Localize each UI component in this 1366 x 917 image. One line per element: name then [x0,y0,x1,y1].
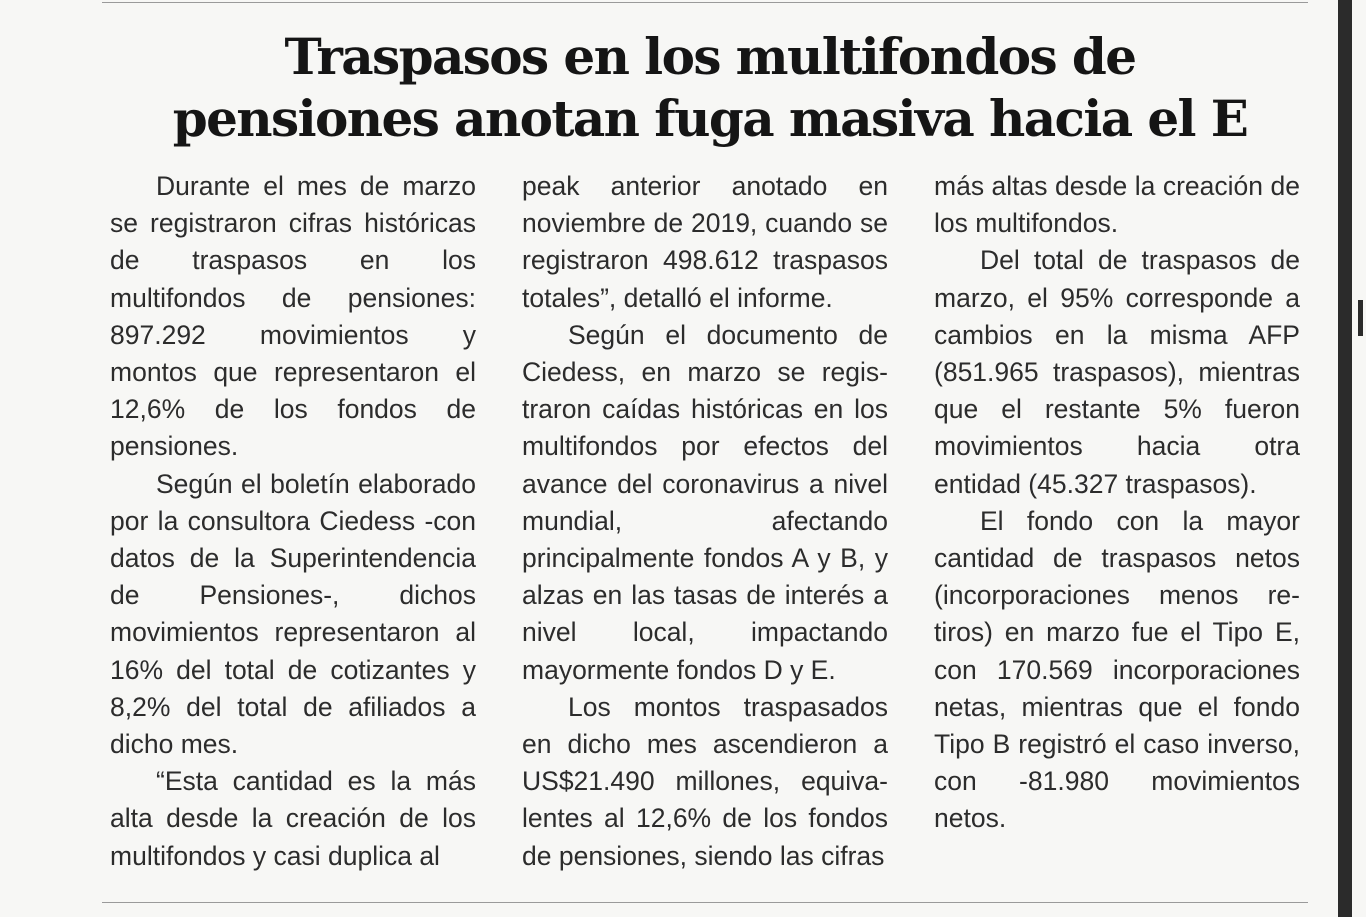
article-paragraph: Según el documento de Ciedess, en marzo se registraron caídas históricas en los multifondos por efectos del avance del coronavirus a nivel mundial, afectando principalmente fondos A y B, y alzas en las tasas de interés a nivel local, impactando mayormente fondos D y E. [522,319,888,685]
headline [110,26,1310,150]
article-paragraph: Según el boletín elaborado por la consultora Ciedess -con datos de la Superintendencia de Pensiones-, dichos movimientos representaron al 16% del total de cotizantes y 8,2% del total de afiliados a dicho mes. [110,468,476,760]
page-edge-margin [1352,0,1366,917]
headline-line-2: pensiones anotan fuga masiva hacia el E [172,89,1248,148]
article-paragraph: Durante el mes de marzo se registraron cifras históricas de traspasos en los multifondos de pensiones: 897.292 movimientos y montos que representaron el 12,6% de los fondos de pensiones. [110,171,476,462]
page-edge-bar [1338,0,1352,917]
article-column-2 [522,168,888,875]
article-paragraph: más altas desde la creación de los multifondos. [934,171,1300,239]
article-column-3 [934,168,1300,838]
article-paragraph: “Esta cantidad es la más alta desde la creación de los multifondos y casi duplica al [110,766,476,871]
article-column-1 [110,168,476,875]
page-edge-mark [1358,300,1363,336]
article-paragraph: El fondo con la mayor cantidad de traspasos netos (incorporaciones menos retiros) en marzo fue el Tipo E, con 170.569 incorporaciones netas, mientras que el fondo Tipo B registró el caso inverso, con -81.980 movimientos netos. [934,505,1300,834]
headline-line-1: Traspasos en los multifondos de [284,27,1136,86]
top-rule [102,2,1308,3]
bottom-rule [102,902,1308,903]
article-paragraph: Los montos traspasados en dicho mes ascendieron a US$21.490 millones, equivalentes al 12,6% de los fondos de pensiones, siendo las cifras [522,691,888,871]
article-paragraph: Del total de traspasos de marzo, el 95% corresponde a cambios en la misma AFP (851.965 traspasos), mientras que el restante 5% fueron movimientos hacia otra entidad (45.327 traspasos). [934,245,1300,499]
article-paragraph: peak anterior anotado en noviembre de 2019, cuando se registraron 498.612 traspasos totales”, detalló el informe. [522,171,888,313]
